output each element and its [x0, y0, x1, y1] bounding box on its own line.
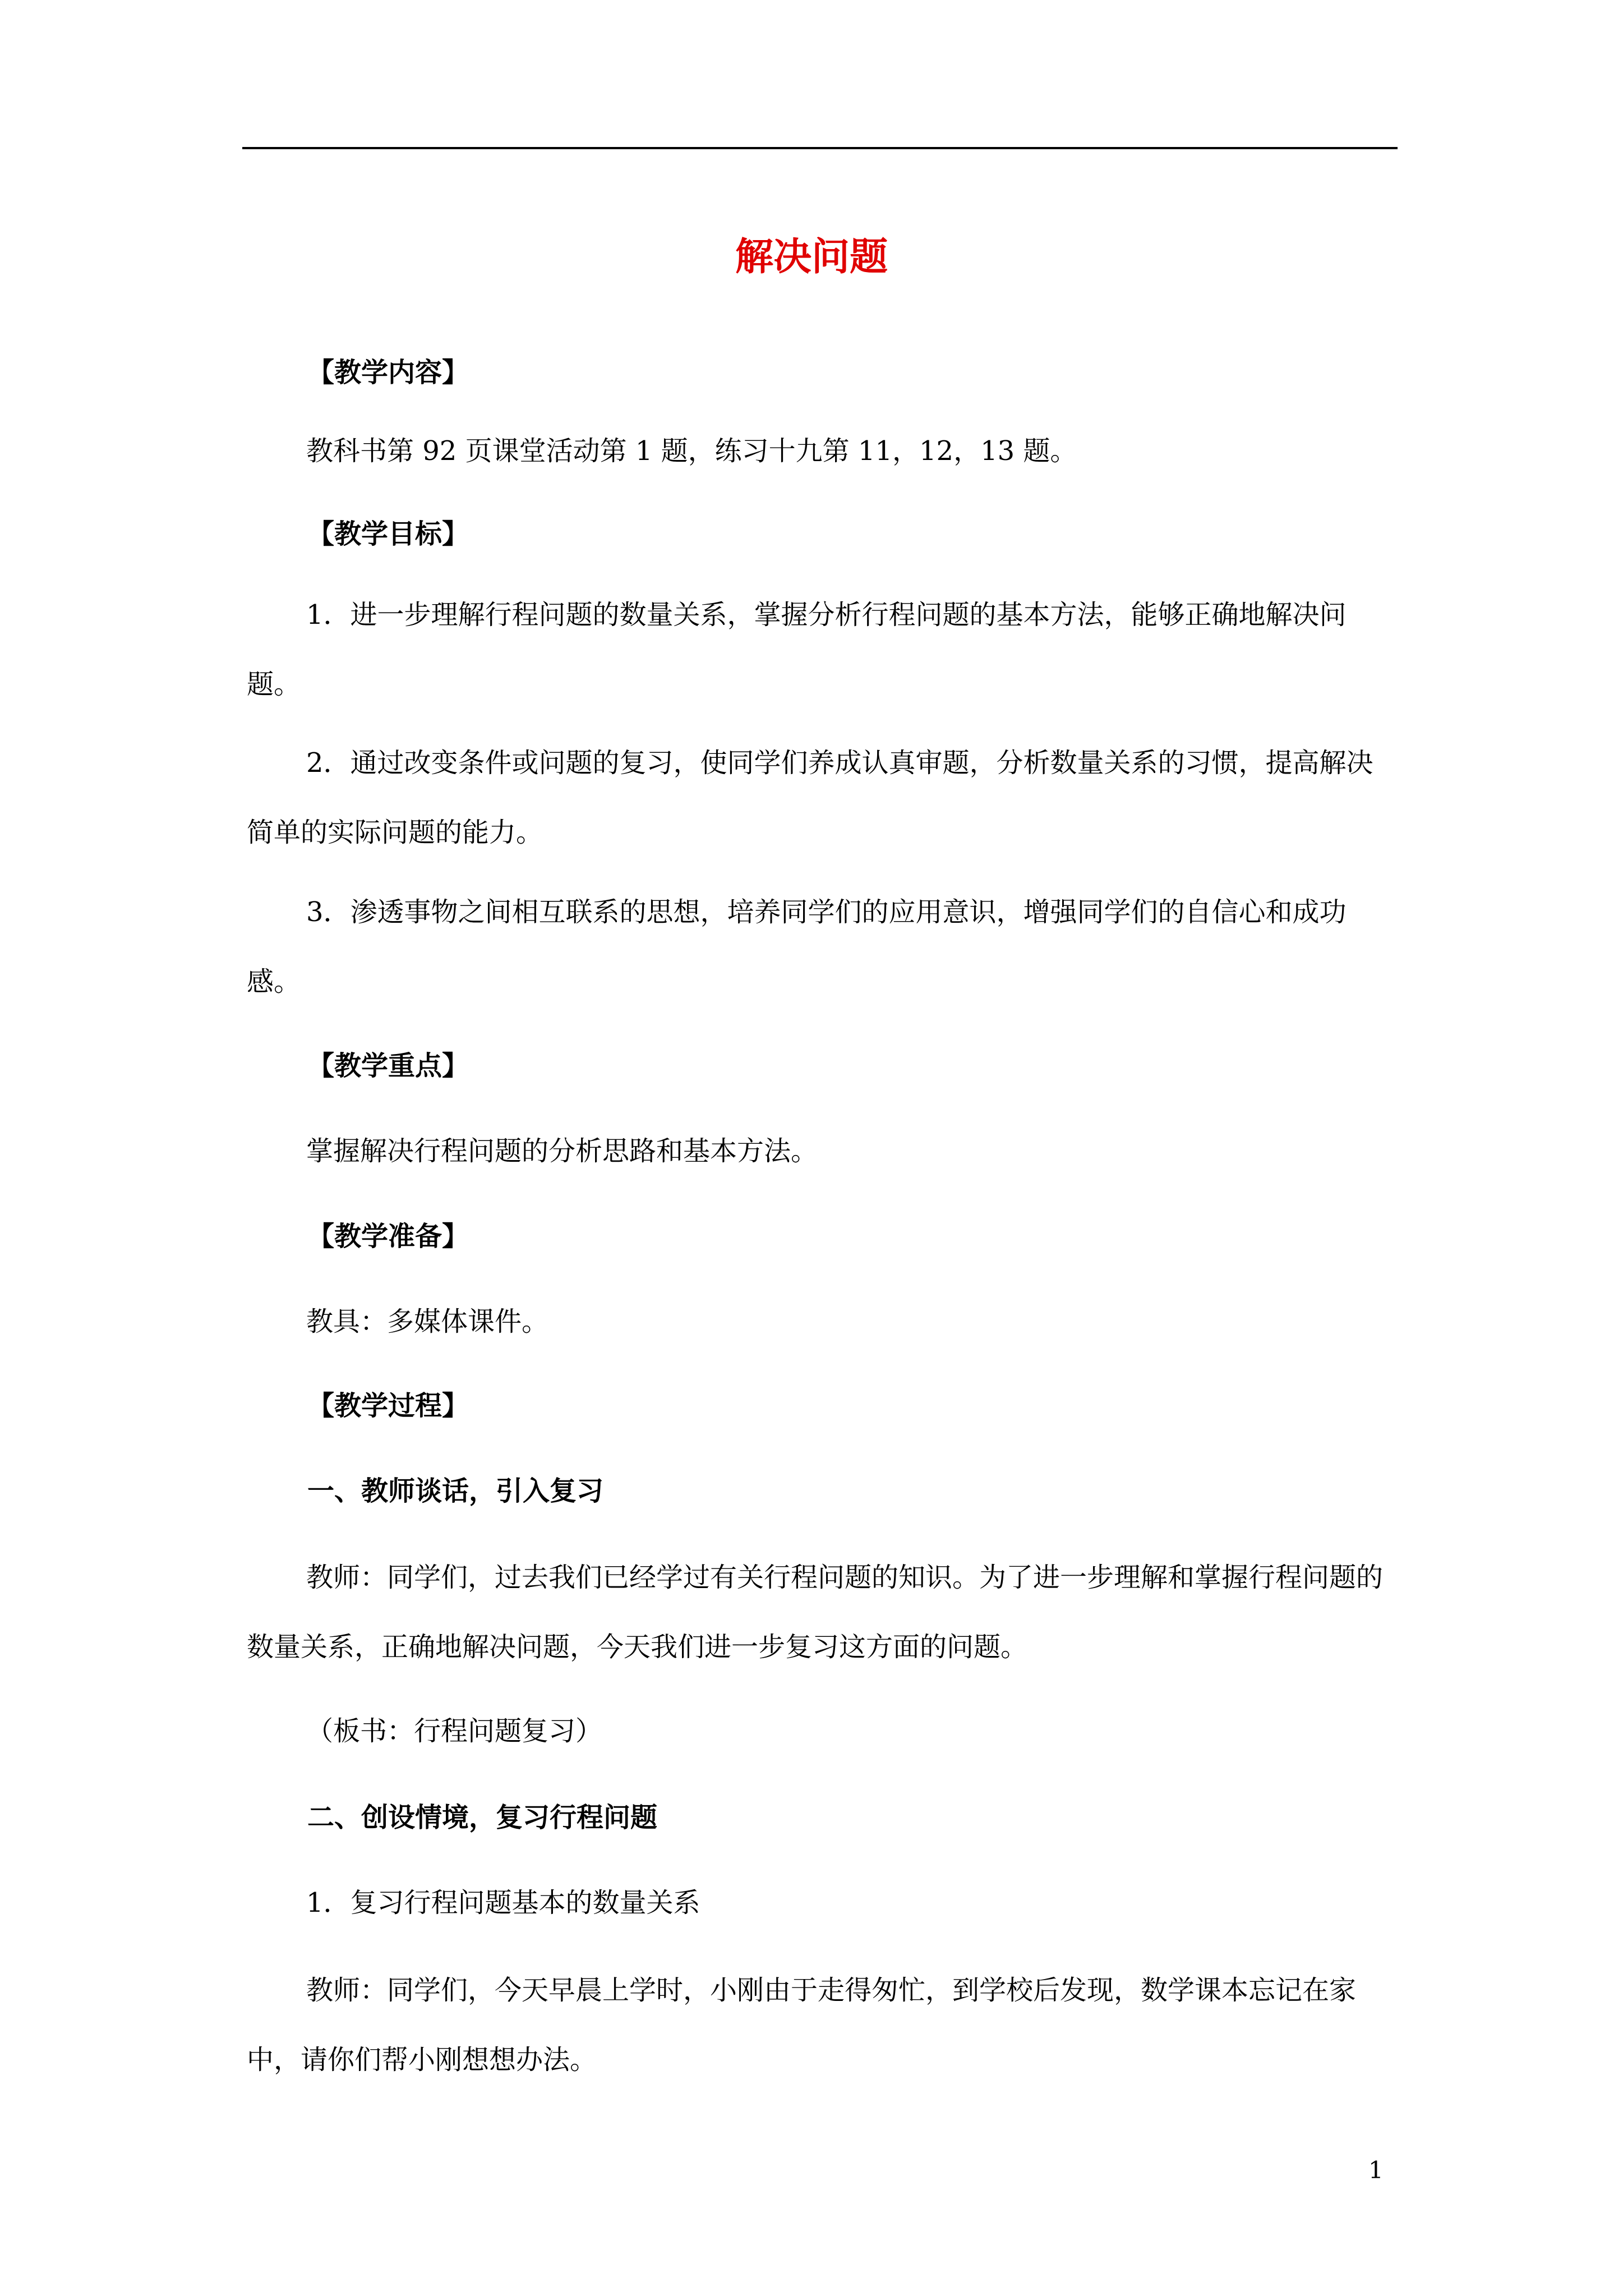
heading-teaching-focus: 【教学重点】 — [307, 1050, 469, 1082]
heading-teaching-process: 【教学过程】 — [307, 1390, 469, 1421]
heading-teaching-prep: 【教学准备】 — [307, 1221, 469, 1252]
heading-teaching-goals: 【教学目标】 — [307, 518, 469, 550]
page-number: 1 — [1368, 2156, 1384, 2184]
paragraph-goal-2: 2．通过改变条件或问题的复习，使同学们养成认真审题，分析数量关系的习惯，提高解决简单的实际问题的能力。 — [247, 747, 1373, 848]
paragraph-board-note: （板书：行程问题复习） — [306, 1715, 603, 1747]
paragraph-teaching-focus: 掌握解决行程问题的分析思路和基本方法。 — [306, 1135, 818, 1167]
paragraph-review-1: 1．复习行程问题基本的数量关系 — [306, 1887, 700, 1918]
section-heading-1: 一、教师谈话，引入复习 — [307, 1475, 604, 1507]
paragraph-teaching-content: 教科书第 92 页课堂活动第 1 题，练习十九第 11，12，13 题。 — [306, 435, 1077, 467]
section-heading-2: 二、创设情境，复习行程问题 — [307, 1802, 658, 1833]
paragraph-teacher-story: 教师：同学们，今天早晨上学时，小刚由于走得匆忙，到学校后发现，数学课本忘记在家中，请你们帮小刚想想办法。 — [247, 1975, 1357, 2076]
document-title: 解决问题 — [735, 234, 888, 279]
header-rule — [242, 147, 1398, 149]
paragraph-goal-1: 1．进一步理解行程问题的数量关系，掌握分析行程问题的基本方法，能够正确地解决问题。 — [247, 599, 1347, 700]
paragraph-teacher-intro: 教师：同学们，过去我们已经学过有关行程问题的知识。为了进一步理解和掌握行程问题的数量关系，正确地解决问题，今天我们进一步复习这方面的问题。 — [247, 1562, 1384, 1663]
heading-teaching-content: 【教学内容】 — [307, 357, 469, 388]
paragraph-goal-3: 3．渗透事物之间相互联系的思想，培养同学们的应用意识，增强同学们的自信心和成功感。 — [247, 896, 1347, 997]
paragraph-teaching-prep: 教具：多媒体课件。 — [306, 1306, 549, 1337]
